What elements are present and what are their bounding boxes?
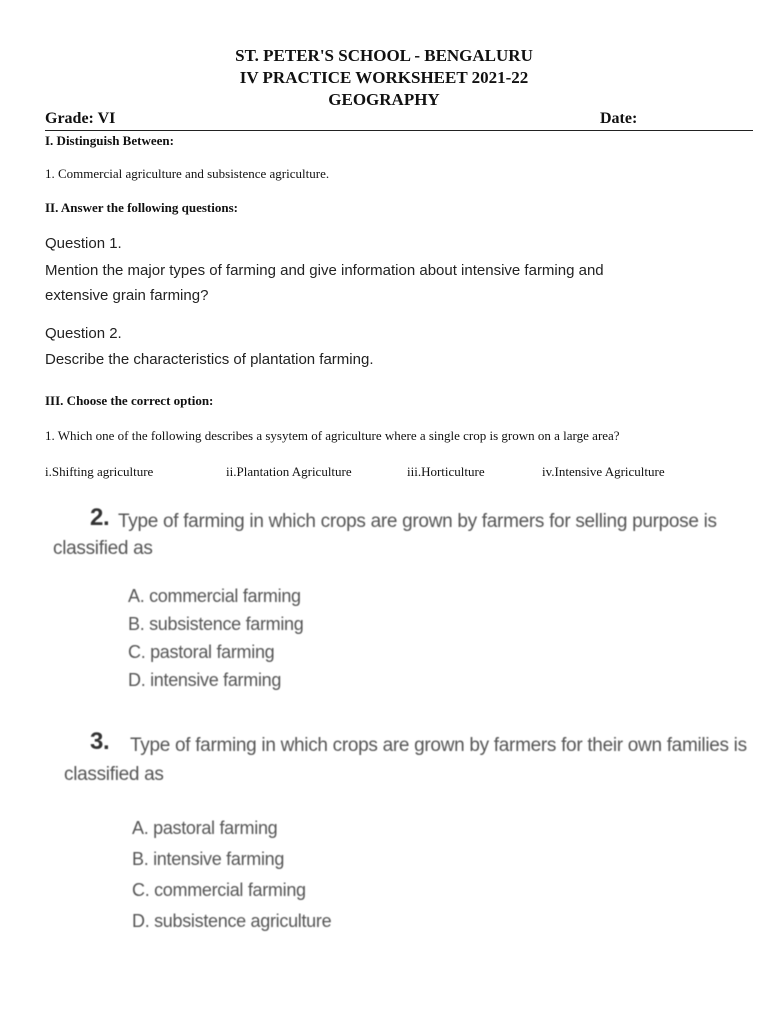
header-divider bbox=[45, 130, 753, 131]
mcq1-question: 1. Which one of the following describes a sysytem of agriculture where a single crop is grown on a large area? bbox=[45, 428, 620, 443]
mcq2-question-line1: Type of farming in which crops are grown by farmers for selling purpose is bbox=[118, 511, 717, 532]
mcq3-option-b: B. intensive farming bbox=[132, 849, 285, 869]
mcq2-question-line2: classified as bbox=[53, 538, 153, 559]
question2-text: Describe the characteristics of plantation farming. bbox=[45, 351, 374, 368]
question1-line1: Mention the major types of farming and give information about intensive farming and bbox=[45, 262, 604, 279]
mcq1-option-4: iv.Intensive Agriculture bbox=[542, 464, 665, 479]
date-label: Date: bbox=[600, 110, 638, 127]
section3-heading: III. Choose the correct option: bbox=[45, 393, 214, 408]
question1-title: Question 1. bbox=[45, 235, 122, 252]
question1-line2: extensive grain farming? bbox=[45, 287, 209, 304]
section1-item: 1. Commercial agriculture and subsistence agriculture. bbox=[45, 166, 330, 181]
section1-heading: I. Distinguish Between: bbox=[45, 133, 174, 148]
question2-title: Question 2. bbox=[45, 325, 122, 342]
subject-title: GEOGRAPHY bbox=[328, 90, 440, 109]
mcq2-option-d: D. intensive farming bbox=[128, 670, 282, 690]
worksheet-title: IV PRACTICE WORKSHEET 2021-22 bbox=[239, 68, 529, 87]
mcq1-option-2: ii.Plantation Agriculture bbox=[226, 464, 352, 479]
mcq2-option-b: B. subsistence farming bbox=[128, 614, 304, 634]
mcq3-number: 3. bbox=[90, 728, 110, 755]
mcq2-number: 2. bbox=[90, 504, 110, 531]
mcq3-option-c: C. commercial farming bbox=[132, 880, 306, 900]
section2-heading: II. Answer the following questions: bbox=[45, 200, 238, 215]
mcq1-option-1: i.Shifting agriculture bbox=[45, 464, 154, 479]
mcq3-option-d: D. subsistence agriculture bbox=[132, 911, 332, 931]
mcq1-option-3: iii.Horticulture bbox=[407, 464, 485, 479]
mcq2-option-c: C. pastoral farming bbox=[128, 642, 275, 662]
school-name: ST. PETER'S SCHOOL - BENGALURU bbox=[235, 46, 533, 65]
grade-label: Grade: VI bbox=[45, 110, 116, 127]
mcq2-option-a: A. commercial farming bbox=[128, 586, 301, 606]
mcq3-question-line1: Type of farming in which crops are grown by farmers for their own families is bbox=[130, 735, 747, 756]
mcq3-question-line2: classified as bbox=[64, 764, 164, 785]
mcq3-option-a: A. pastoral farming bbox=[132, 818, 278, 838]
